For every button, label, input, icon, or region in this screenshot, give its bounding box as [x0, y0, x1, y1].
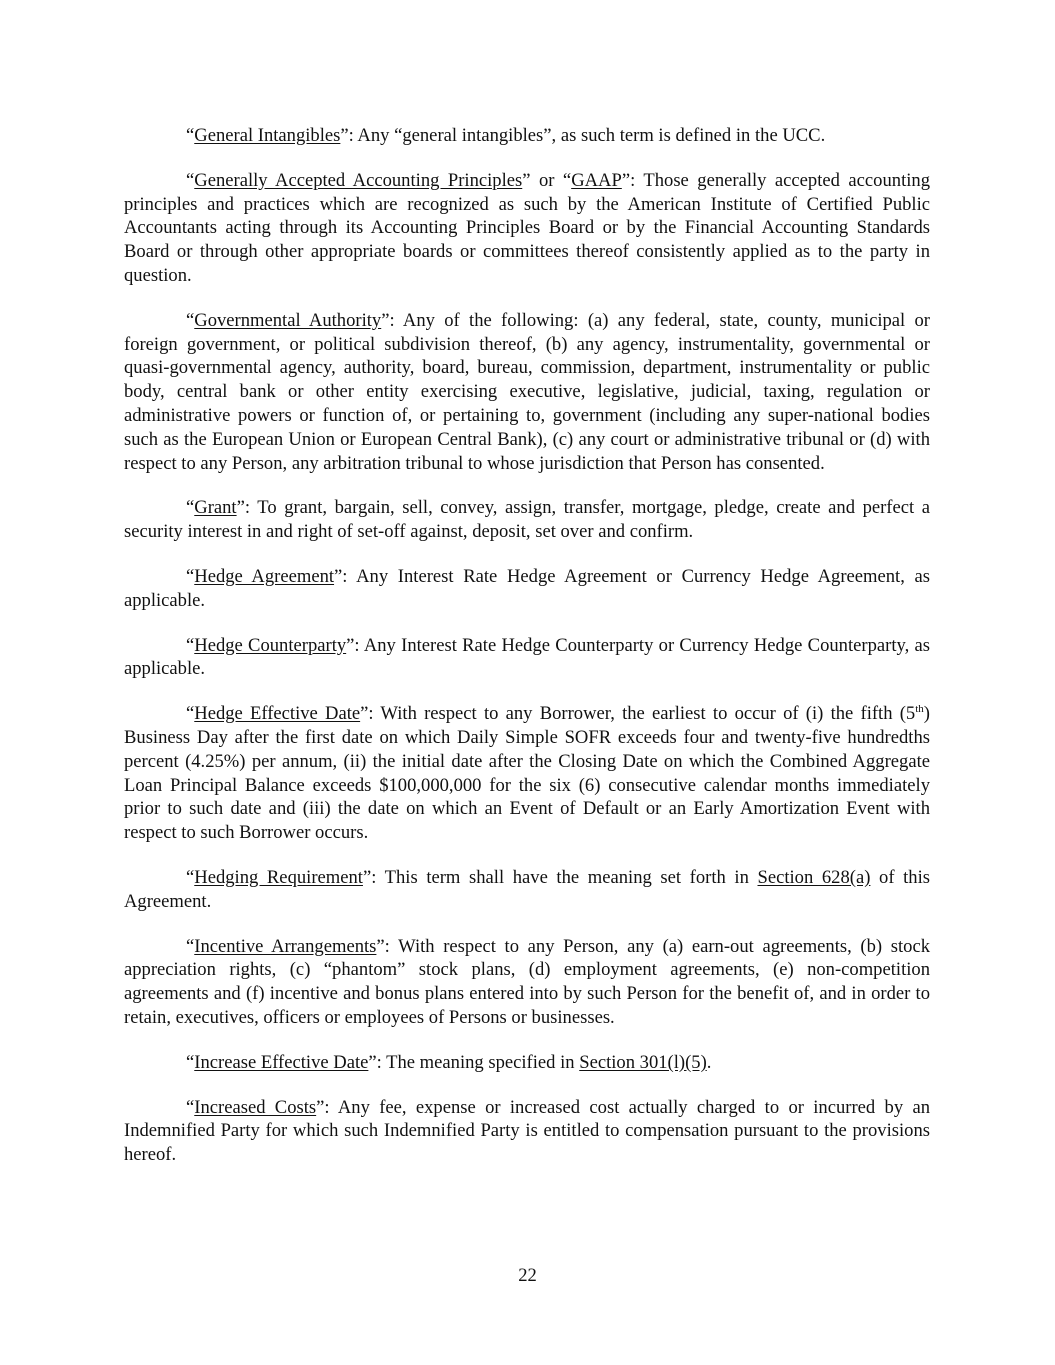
definition-hedging-requirement: “Hedging Requirement”: This term shall have the meaning set forth in Section 628(a) of this Agreement.: [124, 866, 930, 912]
defined-term: Increase Effective Date: [194, 1051, 369, 1073]
definition-grant: “Grant”: To grant, bargain, sell, convey, assign, transfer, mortgage, pledge, create and perfect a security interest in and right of set-off against, deposit, set over and confirm.: [124, 497, 930, 543]
definition-hedge-counterparty: “Hedge Counterparty”: Any Interest Rate Hedge Counterparty or Currency Hedge Counterparty, as applicable.: [124, 634, 930, 680]
page-number: 22: [518, 1265, 537, 1286]
defined-term: Hedge Agreement: [194, 565, 335, 587]
section-reference: Section 301(l)(5): [579, 1051, 707, 1073]
defined-term: Hedge Counterparty: [194, 634, 347, 656]
defined-term: Hedging Requirement: [194, 866, 363, 888]
defined-term: General Intangibles: [194, 125, 341, 146]
defined-term: Grant: [194, 497, 237, 519]
defined-term-abbreviation: GAAP: [571, 169, 622, 191]
definitions-list: [124, 124, 930, 1188]
defined-term: Hedge Effective Date: [194, 703, 361, 725]
definition-increased-costs: “Increased Costs”: Any fee, expense or increased cost actually charged to or incurred by an Indemnified Party for which such Indemnified Party is entitled to compensation pursuant to the provisions hereof.: [124, 1096, 930, 1166]
defined-term: Increased Costs: [194, 1096, 317, 1118]
defined-term: Generally Accepted Accounting Principles: [194, 169, 523, 191]
ordinal-superscript: th: [915, 702, 924, 715]
definition-incentive-arrangements: “Incentive Arrangements”: With respect to any Person, any (a) earn-out agreements, (b) stock appreciation rights, (c) “phantom” stock plans, (d) employment agreements, (e) non-competition agreements and (f) incentive and bonus plans entered into by such Person for the benefit of, and in order to retain, executives, officers or employees of Persons or businesses.: [124, 935, 931, 1028]
definition-hedge-agreement: “Hedge Agreement”: Any Interest Rate Hedge Agreement or Currency Hedge Agreement, as applicable.: [124, 565, 930, 611]
definition-governmental-authority: “Governmental Authority”: Any of the following: (a) any federal, state, county, municipal or foreign government, or political subdivision thereof, (b) any agency, instrumentality, governmental or quasi-governmental agency, authority, board, bureau, commission, department, instrumentality or public body, central bank or other entity exercising executive, legislative, judicial, taxing, regulation or administrative powers or function of, or pertaining to, government (including any super-national bodies such as the European Union or European Central Bank), (c) any court or administrative tribunal or (d) with respect to any Person, any arbitration tribunal to whose jurisdiction that Person has consented.: [124, 309, 930, 474]
defined-term: Incentive Arrangements: [194, 935, 377, 957]
section-reference: Section 628(a): [757, 866, 871, 888]
defined-term: Governmental Authority: [194, 309, 382, 331]
definition-increase-effective-date: “Increase Effective Date”: The meaning specified in Section 301(l)(5).: [186, 1051, 712, 1073]
definition-gaap: “Generally Accepted Accounting Principles” or “GAAP”: Those generally accepted accounting principles and practices which are recognized as such by the American Institute of Certified Public Accountants acting through its Accounting Principles Board or by the Financial Accounting Standards Board or through other appropriate boards or committees thereof consistently applied as to the party in question.: [124, 169, 930, 286]
definition-general-intangibles: “General Intangibles”: Any “general intangibles”, as such term is defined in the UCC.: [186, 125, 826, 146]
definition-hedge-effective-date: “Hedge Effective Date”: With respect to any Borrower, the earliest to occur of (i) the fifth (5th) Business Day after the first date on which Daily Simple SOFR exceeds four and twenty-five hundredths percent (4.25%) per annum, (ii) the initial date after the Closing Date on which the Combined Aggregate Loan Principal Balance exceeds $100,000,000 for the six (6) consecutive calendar months immediately prior to such date and (iii) the date on which an Event of Default or an Early Amortization Event with respect to such Borrower occurs.: [124, 702, 930, 844]
